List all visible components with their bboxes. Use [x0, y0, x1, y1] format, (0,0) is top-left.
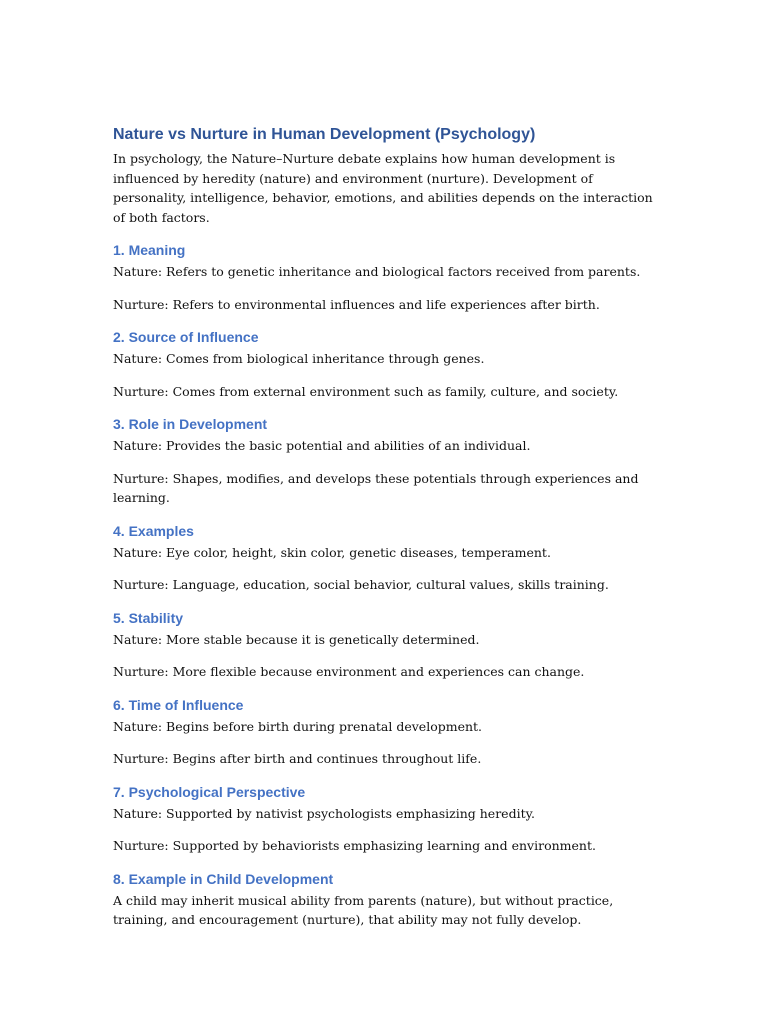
section-heading: 2. Source of Influence: [113, 329, 259, 345]
nurture-paragraph: Nurture: Begins after birth and continues throughout life.: [113, 751, 482, 766]
section-meaning: [113, 240, 661, 314]
nature-paragraph: Nature: More stable because it is genetically determined.: [113, 631, 480, 647]
section-role-in-development: [113, 414, 661, 508]
nurture-paragraph: Nurture: More flexible because environment and experiences can change.: [113, 664, 585, 679]
section-example-in-child-development: [113, 869, 661, 930]
document-title: Nature vs Nurture in Human Development (Psychology): [113, 126, 536, 143]
nurture-paragraph: Nurture: Refers to environmental influences and life experiences after birth.: [113, 296, 600, 312]
section-heading: 5. Stability: [113, 609, 184, 626]
section-heading: 7. Psychological Perspective: [113, 783, 306, 800]
section-heading: 4. Examples: [113, 522, 194, 539]
nurture-paragraph: Nurture: Language, education, social behavior, cultural values, skills training.: [113, 577, 609, 592]
example-paragraph: A child may inherit musical ability from parents (nature), but without practice, training, and encouragement (nurture), that ability may not fully develop.: [113, 892, 614, 927]
nature-paragraph: Nature: Supported by nativist psychologists emphasizing heredity.: [113, 805, 535, 821]
section-examples: [113, 521, 661, 595]
nature-paragraph: Nature: Eye color, height, skin color, genetic diseases, temperament.: [113, 544, 551, 560]
section-source-of-influence: [113, 327, 661, 401]
section-psychological-perspective: [113, 782, 661, 856]
nurture-paragraph: Nurture: Supported by behaviorists emphasizing learning and environment.: [113, 838, 596, 853]
intro-paragraph: In psychology, the Nature–Nurture debate explains how human development is influenced by heredity (nature) and environment (nurture). Development of personality, intelligence, behavior, emotions, and abilities depends on the interaction of both factors.: [113, 151, 653, 225]
nature-paragraph: Nature: Begins before birth during prenatal development.: [113, 718, 483, 734]
nature-paragraph: Nature: Provides the basic potential and abilities of an individual.: [113, 438, 531, 453]
nurture-paragraph: Nurture: Shapes, modifies, and develops these potentials through experiences and learning.: [113, 470, 639, 505]
nurture-paragraph: Nurture: Comes from external environment such as family, culture, and society.: [113, 383, 619, 399]
section-time-of-influence: [113, 695, 661, 769]
section-heading: 3. Role in Development: [113, 416, 268, 432]
section-heading: 8. Example in Child Development: [113, 870, 334, 887]
section-heading: 1. Meaning: [113, 242, 186, 258]
nature-paragraph: Nature: Comes from biological inheritance through genes.: [113, 351, 485, 366]
document-page: [113, 124, 661, 930]
section-stability: [113, 608, 661, 682]
nature-paragraph: Nature: Refers to genetic inheritance and biological factors received from parents.: [113, 264, 641, 279]
section-heading: 6. Time of Influence: [113, 696, 244, 713]
